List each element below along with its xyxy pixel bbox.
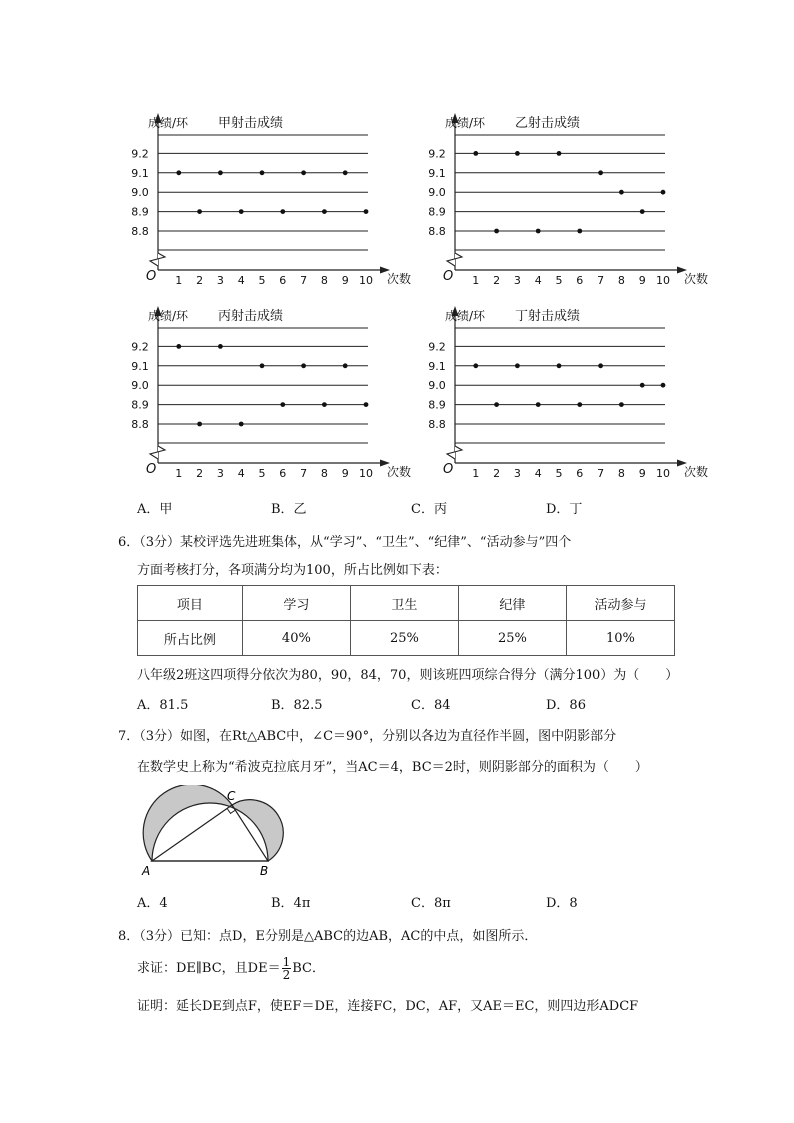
data-point <box>301 363 306 368</box>
x-tick-label: 7 <box>597 467 605 480</box>
score-chart-1 <box>131 113 411 287</box>
x-tick-label: 6 <box>576 467 584 480</box>
chart-title: 丙射击成绩 <box>218 309 284 324</box>
x-tick-label: 2 <box>493 467 501 480</box>
x-axis-label: 次数 <box>684 272 709 286</box>
y-tick-label: 8.8 <box>131 418 149 431</box>
y-tick-label: 8.9 <box>428 398 446 412</box>
data-point <box>239 209 244 214</box>
x-tick-label: 1 <box>175 274 183 287</box>
x-tick-label: 3 <box>216 274 224 287</box>
data-point <box>280 402 285 407</box>
y-tick-label: 8.9 <box>428 205 446 219</box>
table-cell: 项目 <box>138 586 243 621</box>
x-tick-label: 1 <box>472 274 480 287</box>
x-axis-label: 次数 <box>387 272 412 286</box>
x-tick-label: 9 <box>638 274 646 287</box>
data-point <box>557 151 562 156</box>
x-tick-label: 5 <box>555 274 563 287</box>
x-tick-label: 3 <box>513 274 521 287</box>
data-point <box>640 209 645 214</box>
data-point <box>260 170 265 175</box>
data-point <box>640 383 645 388</box>
table-cell: 纪律 <box>458 586 566 621</box>
table-cell: 所占比例 <box>138 621 243 656</box>
y-tick-label: 9.2 <box>428 340 446 354</box>
data-point <box>473 363 478 368</box>
data-point <box>343 170 348 175</box>
x-tick-label: 5 <box>555 467 563 480</box>
q5-option-b[interactable]: B．乙 <box>271 502 307 517</box>
score-chart-2 <box>428 113 708 287</box>
x-tick-label: 9 <box>341 467 349 480</box>
hippocrates-lune-figure <box>135 785 295 880</box>
y-tick-label: 9.1 <box>428 359 446 373</box>
origin-label: O <box>146 269 157 284</box>
origin-label: O <box>146 462 157 477</box>
x-axis-label: 次数 <box>387 465 412 479</box>
y-tick-label: 9.2 <box>131 340 149 354</box>
q8-prove-suffix: BC． <box>292 961 325 976</box>
data-point <box>322 209 327 214</box>
y-tick-label: 9.0 <box>428 379 446 393</box>
x-tick-label: 3 <box>513 467 521 480</box>
chart-title: 乙射击成绩 <box>515 116 581 131</box>
y-tick-label: 9.1 <box>131 166 149 180</box>
x-axis-label: 次数 <box>684 465 709 479</box>
q6-stem-line-3: 八年级2班这四项得分依次为80，90，84，70，则该班四项综合得分（满分100）为（ ） <box>137 668 679 683</box>
data-point <box>301 170 306 175</box>
chart-title: 丁射击成绩 <box>515 309 581 324</box>
x-tick-label: 10 <box>359 274 373 287</box>
table-row <box>138 621 675 656</box>
data-point <box>577 402 582 407</box>
data-point <box>536 402 541 407</box>
data-point <box>619 190 624 195</box>
y-tick-label: 9.2 <box>131 147 149 161</box>
q6-option-d[interactable]: D．86 <box>546 698 586 713</box>
data-point <box>197 209 202 214</box>
y-tick-label: 9.0 <box>131 379 149 393</box>
x-tick-label: 10 <box>656 467 670 480</box>
y-tick-label: 9.1 <box>428 166 446 180</box>
q6-ratio-table <box>137 585 675 656</box>
x-tick-label: 7 <box>597 274 605 287</box>
x-tick-label: 9 <box>341 274 349 287</box>
q6-option-c[interactable]: C．84 <box>411 698 451 713</box>
x-tick-label: 2 <box>196 467 204 480</box>
q7-option-d[interactable]: D．8 <box>546 896 578 911</box>
q6-option-a[interactable]: A．81.5 <box>137 698 189 713</box>
y-axis-label: 成绩/环 <box>445 309 486 323</box>
x-tick-label: 8 <box>320 467 328 480</box>
q6-option-b[interactable]: B．82.5 <box>271 698 323 713</box>
x-tick-label: 7 <box>300 274 308 287</box>
q7-option-a[interactable]: A．4 <box>137 896 168 911</box>
q7-stem-line-1: 7．（3分）如图，在Rt△ABC中，∠C＝90°，分别以各边为直径作半圆，图中阴影部分 <box>118 729 617 744</box>
q7-option-c[interactable]: C．8π <box>411 896 451 911</box>
x-tick-label: 7 <box>300 467 308 480</box>
x-tick-label: 4 <box>534 274 542 287</box>
data-point <box>494 229 499 234</box>
q6-stem-line-2: 方面考核打分，各项满分均为100，所占比例如下表： <box>137 563 448 578</box>
x-tick-label: 9 <box>638 467 646 480</box>
x-tick-label: 5 <box>258 274 266 287</box>
q8-prove-line <box>137 956 325 981</box>
fraction-numerator: 1 <box>282 955 291 969</box>
data-point <box>218 344 223 349</box>
q6-stem-line-1: 6．（3分）某校评选先进班集体，从“学习”、“卫生”、“纪律”、“活动参与”四个 <box>118 535 572 550</box>
x-tick-label: 8 <box>617 274 625 287</box>
fraction-denominator: 2 <box>282 968 291 982</box>
data-point <box>598 363 603 368</box>
y-tick-label: 8.8 <box>428 418 446 431</box>
data-point <box>364 402 369 407</box>
table-cell: 25% <box>350 621 458 656</box>
q8-stem-line-1: 8．（3分）已知：点D，E分别是△ABC的边AB，AC的中点，如图所示． <box>118 929 538 944</box>
q5-option-c[interactable]: C．丙 <box>411 502 447 517</box>
data-point <box>577 229 582 234</box>
data-point <box>364 209 369 214</box>
score-chart-4 <box>428 306 708 480</box>
y-tick-label: 8.8 <box>428 225 446 238</box>
fraction-one-half <box>282 956 292 981</box>
data-point <box>218 170 223 175</box>
data-point <box>661 190 666 195</box>
y-tick-label: 8.9 <box>131 398 149 412</box>
q7-option-b[interactable]: B．4π <box>271 896 311 911</box>
x-tick-label: 6 <box>279 274 287 287</box>
x-tick-label: 6 <box>576 274 584 287</box>
table-cell: 学习 <box>242 586 350 621</box>
data-point <box>494 402 499 407</box>
table-cell: 活动参与 <box>566 586 674 621</box>
y-axis-label: 成绩/环 <box>445 116 486 130</box>
q5-option-a[interactable]: A．甲 <box>137 502 173 517</box>
x-tick-label: 1 <box>472 467 480 480</box>
data-point <box>239 422 244 427</box>
q8-prove-prefix: 求证：DE∥BC，且DE＝ <box>137 961 281 976</box>
y-tick-label: 9.0 <box>131 186 149 200</box>
origin-label: O <box>443 462 454 477</box>
data-point <box>557 363 562 368</box>
x-tick-label: 8 <box>320 274 328 287</box>
q8-proof-line: 证明：延长DE到点F，使EF＝DE，连接FC，DC，AF，又AE＝EC，则四边形ADCF <box>137 999 639 1014</box>
data-point <box>661 383 666 388</box>
x-tick-label: 8 <box>617 467 625 480</box>
data-point <box>176 170 181 175</box>
x-tick-label: 5 <box>258 467 266 480</box>
data-point <box>515 151 520 156</box>
x-tick-label: 2 <box>493 274 501 287</box>
data-point <box>260 363 265 368</box>
data-point <box>343 363 348 368</box>
x-tick-label: 10 <box>359 467 373 480</box>
shooting-score-charts <box>0 0 794 500</box>
y-tick-label: 9.2 <box>428 147 446 161</box>
y-axis-label: 成绩/环 <box>148 116 189 130</box>
x-tick-label: 10 <box>656 274 670 287</box>
score-chart-3 <box>131 306 411 480</box>
x-tick-label: 4 <box>237 467 245 480</box>
x-tick-label: 4 <box>534 467 542 480</box>
y-axis-label: 成绩/环 <box>148 309 189 323</box>
x-tick-label: 4 <box>237 274 245 287</box>
data-point <box>197 422 202 427</box>
data-point <box>176 344 181 349</box>
table-cell: 10% <box>566 621 674 656</box>
y-tick-label: 8.8 <box>131 225 149 238</box>
origin-label: O <box>443 269 454 284</box>
data-point <box>536 229 541 234</box>
chart-title: 甲射击成绩 <box>218 116 284 131</box>
data-point <box>473 151 478 156</box>
y-tick-label: 9.0 <box>428 186 446 200</box>
table-cell: 40% <box>242 621 350 656</box>
data-point <box>515 363 520 368</box>
data-point <box>619 402 624 407</box>
table-cell: 卫生 <box>350 586 458 621</box>
q5-option-d[interactable]: D．丁 <box>546 502 583 517</box>
y-tick-label: 9.1 <box>131 359 149 373</box>
table-header-row <box>138 586 675 621</box>
x-tick-label: 1 <box>175 467 183 480</box>
data-point <box>598 170 603 175</box>
data-point <box>280 209 285 214</box>
q7-stem-line-2: 在数学史上称为“希波克拉底月牙”，当AC＝4，BC＝2时，则阴影部分的面积为（ ） <box>137 760 648 775</box>
data-point <box>322 402 327 407</box>
x-tick-label: 3 <box>216 467 224 480</box>
table-cell: 25% <box>458 621 566 656</box>
x-tick-label: 6 <box>279 467 287 480</box>
label-c: C <box>227 789 236 803</box>
y-tick-label: 8.9 <box>131 205 149 219</box>
x-tick-label: 2 <box>196 274 204 287</box>
label-a: A <box>142 864 151 878</box>
label-b: B <box>260 864 269 878</box>
